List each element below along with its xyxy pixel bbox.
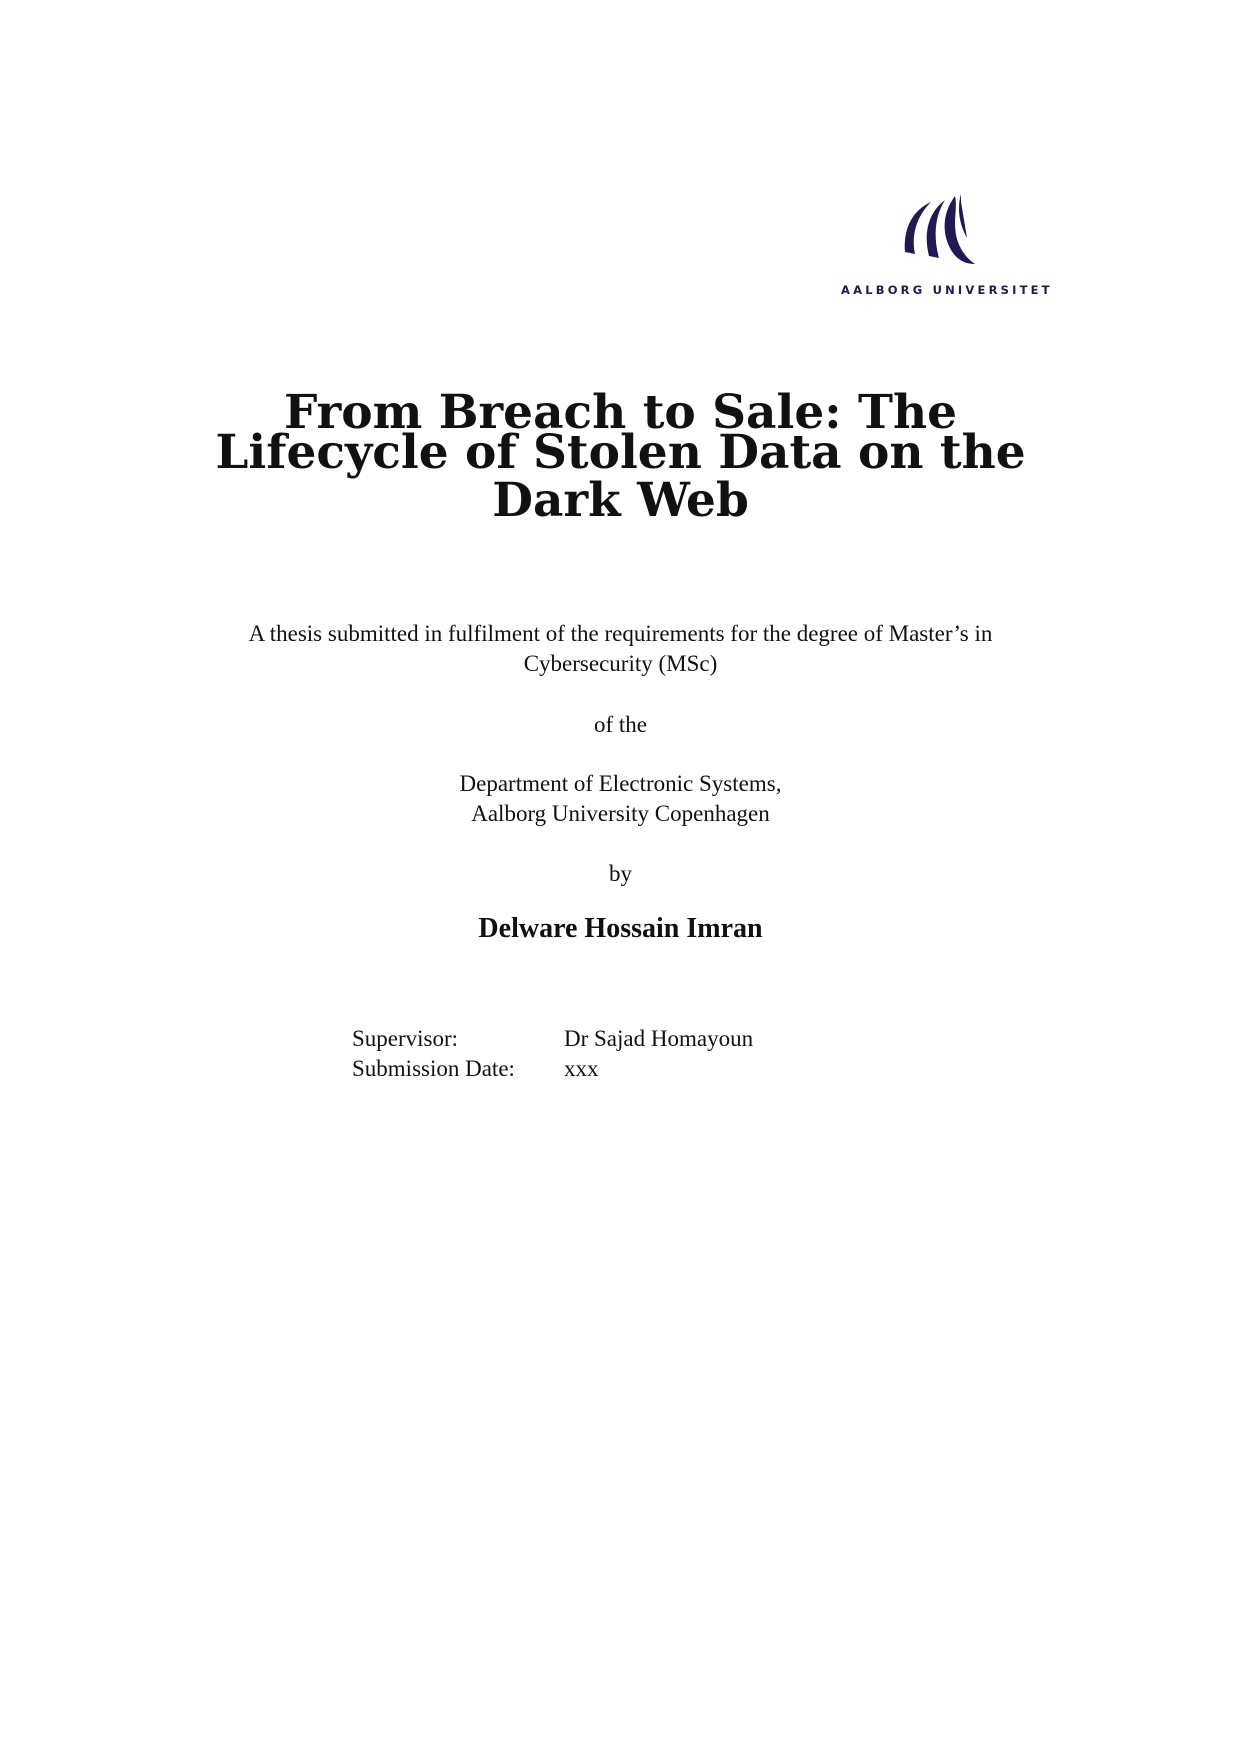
supervisor-value: Dr Sajad Homayoun <box>564 1026 754 1051</box>
submission-date-row <box>352 1054 753 1084</box>
thesis-statement-line-1: A thesis submitted in fulfilment of the requirements for the degree of Master’s in <box>248 621 993 646</box>
author-name: Delware Hossain Imran <box>478 913 763 944</box>
thesis-statement-line-2: Cybersecurity (MSc) <box>523 651 718 676</box>
thesis-meta-table <box>352 1024 753 1084</box>
title-line-2: Lifecycle of Stolen Data on the <box>215 425 1026 480</box>
supervisor-row <box>352 1024 753 1054</box>
department-line-2: Aalborg University Copenhagen <box>471 801 770 826</box>
university-logo <box>841 194 1053 304</box>
thesis-statement <box>150 619 1091 679</box>
supervisor-label: Supervisor: <box>352 1026 459 1051</box>
submission-date-label: Submission Date: <box>352 1056 515 1081</box>
title-line-3: Dark Web <box>492 473 749 528</box>
title-line-1: From Breach to Sale: The <box>283 385 958 440</box>
of-the-text: of the <box>593 712 647 737</box>
by-text: by <box>609 861 632 886</box>
thesis-title <box>120 385 1121 528</box>
aalborg-wave-icon <box>901 194 983 266</box>
submission-date-value: xxx <box>564 1056 599 1081</box>
department-line-1: Department of Electronic Systems, <box>459 771 782 796</box>
university-logo-text: AALBORG UNIVERSITET <box>841 283 1053 297</box>
department <box>150 769 1091 829</box>
